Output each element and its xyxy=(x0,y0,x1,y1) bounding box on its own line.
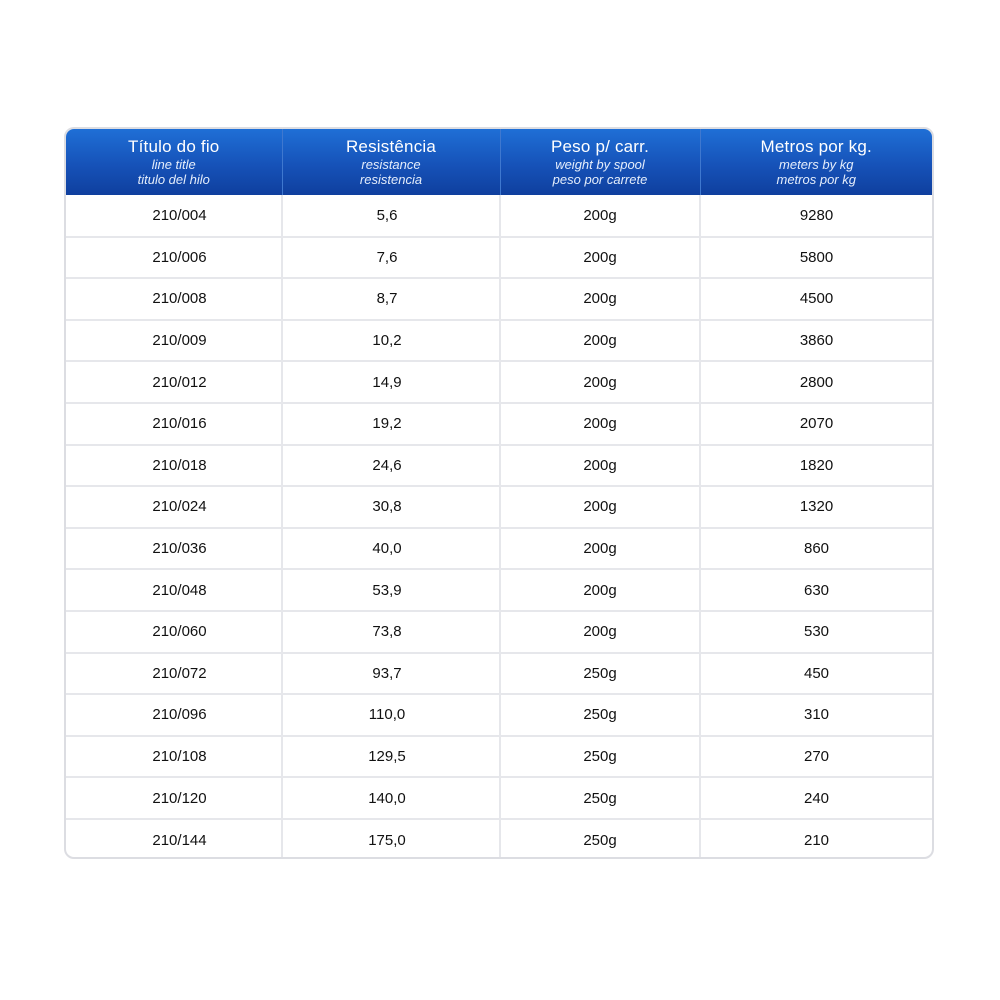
cell-line-title: 210/009 xyxy=(66,320,282,362)
header-line-title-pt: Título do fio xyxy=(128,136,220,156)
cell-resistance: 14,9 xyxy=(282,361,500,403)
header-meters-en: meters by kg xyxy=(779,156,854,172)
cell-line-title: 210/024 xyxy=(66,486,282,528)
table-row xyxy=(66,528,932,570)
cell-line-title: 210/004 xyxy=(66,195,282,237)
cell-resistance: 140,0 xyxy=(282,777,500,819)
header-weight xyxy=(500,129,700,195)
cell-meters: 5800 xyxy=(700,237,932,279)
table-row xyxy=(66,486,932,528)
cell-resistance: 40,0 xyxy=(282,528,500,570)
header-row xyxy=(66,129,932,195)
cell-weight: 200g xyxy=(500,195,700,237)
cell-resistance: 129,5 xyxy=(282,736,500,778)
header-resistance xyxy=(282,129,500,195)
table-row xyxy=(66,611,932,653)
cell-meters: 270 xyxy=(700,736,932,778)
header-line-title xyxy=(66,129,282,195)
cell-meters: 1320 xyxy=(700,486,932,528)
thread-spec-table xyxy=(64,127,934,859)
cell-resistance: 19,2 xyxy=(282,403,500,445)
cell-resistance: 93,7 xyxy=(282,653,500,695)
cell-line-title: 210/018 xyxy=(66,445,282,487)
cell-weight: 200g xyxy=(500,361,700,403)
table-row xyxy=(66,320,932,362)
cell-resistance: 10,2 xyxy=(282,320,500,362)
table-row xyxy=(66,195,932,237)
header-meters-pt: Metros por kg. xyxy=(760,136,872,156)
cell-resistance: 175,0 xyxy=(282,819,500,859)
table-row xyxy=(66,819,932,859)
cell-meters: 2800 xyxy=(700,361,932,403)
table-row xyxy=(66,736,932,778)
cell-weight: 250g xyxy=(500,777,700,819)
cell-line-title: 210/006 xyxy=(66,237,282,279)
cell-weight: 200g xyxy=(500,445,700,487)
header-weight-pt: Peso p/ carr. xyxy=(550,136,650,156)
cell-weight: 250g xyxy=(500,736,700,778)
cell-resistance: 30,8 xyxy=(282,486,500,528)
cell-weight: 200g xyxy=(500,486,700,528)
cell-resistance: 110,0 xyxy=(282,694,500,736)
table-row xyxy=(66,403,932,445)
cell-weight: 200g xyxy=(500,569,700,611)
cell-resistance: 73,8 xyxy=(282,611,500,653)
cell-weight: 200g xyxy=(500,403,700,445)
cell-line-title: 210/072 xyxy=(66,653,282,695)
cell-resistance: 5,6 xyxy=(282,195,500,237)
cell-weight: 250g xyxy=(500,819,700,859)
header-resistance-en: resistance xyxy=(361,156,421,172)
cell-line-title: 210/008 xyxy=(66,278,282,320)
table-row xyxy=(66,237,932,279)
cell-resistance: 7,6 xyxy=(282,237,500,279)
header-resistance-pt: Resistência xyxy=(345,136,437,156)
table-row xyxy=(66,694,932,736)
cell-meters: 450 xyxy=(700,653,932,695)
cell-meters: 860 xyxy=(700,528,932,570)
cell-line-title: 210/144 xyxy=(66,819,282,859)
table-row xyxy=(66,278,932,320)
header-meters-es: metros por kg xyxy=(776,171,856,187)
table-body xyxy=(66,195,932,859)
cell-meters: 530 xyxy=(700,611,932,653)
cell-line-title: 210/036 xyxy=(66,528,282,570)
cell-meters: 1820 xyxy=(700,445,932,487)
cell-line-title: 210/012 xyxy=(66,361,282,403)
header-resistance-es: resistencia xyxy=(359,171,423,187)
spec-table xyxy=(66,129,932,859)
cell-weight: 200g xyxy=(500,611,700,653)
cell-line-title: 210/016 xyxy=(66,403,282,445)
cell-weight: 200g xyxy=(500,278,700,320)
cell-weight: 250g xyxy=(500,694,700,736)
header-weight-es: peso por carrete xyxy=(552,171,648,187)
cell-meters: 310 xyxy=(700,694,932,736)
table-row xyxy=(66,569,932,611)
cell-line-title: 210/048 xyxy=(66,569,282,611)
cell-line-title: 210/060 xyxy=(66,611,282,653)
table-row xyxy=(66,361,932,403)
cell-weight: 200g xyxy=(500,320,700,362)
cell-resistance: 24,6 xyxy=(282,445,500,487)
cell-line-title: 210/108 xyxy=(66,736,282,778)
header-meters xyxy=(700,129,932,195)
cell-resistance: 8,7 xyxy=(282,278,500,320)
table-header xyxy=(66,129,932,195)
cell-meters: 630 xyxy=(700,569,932,611)
cell-meters: 3860 xyxy=(700,320,932,362)
cell-line-title: 210/120 xyxy=(66,777,282,819)
cell-meters: 2070 xyxy=(700,403,932,445)
table-row xyxy=(66,653,932,695)
cell-meters: 4500 xyxy=(700,278,932,320)
cell-meters: 210 xyxy=(803,831,830,849)
table-row xyxy=(66,777,932,819)
header-line-title-en: line title xyxy=(151,156,196,172)
cell-resistance: 53,9 xyxy=(282,569,500,611)
header-weight-en: weight by spool xyxy=(555,156,645,172)
cell-meters: 9280 xyxy=(700,195,932,237)
cell-weight: 200g xyxy=(500,237,700,279)
cell-weight: 250g xyxy=(500,653,700,695)
cell-weight: 200g xyxy=(500,528,700,570)
table-row xyxy=(66,445,932,487)
cell-line-title: 210/096 xyxy=(66,694,282,736)
header-line-title-es: titulo del hilo xyxy=(137,171,210,187)
cell-meters: 240 xyxy=(700,777,932,819)
